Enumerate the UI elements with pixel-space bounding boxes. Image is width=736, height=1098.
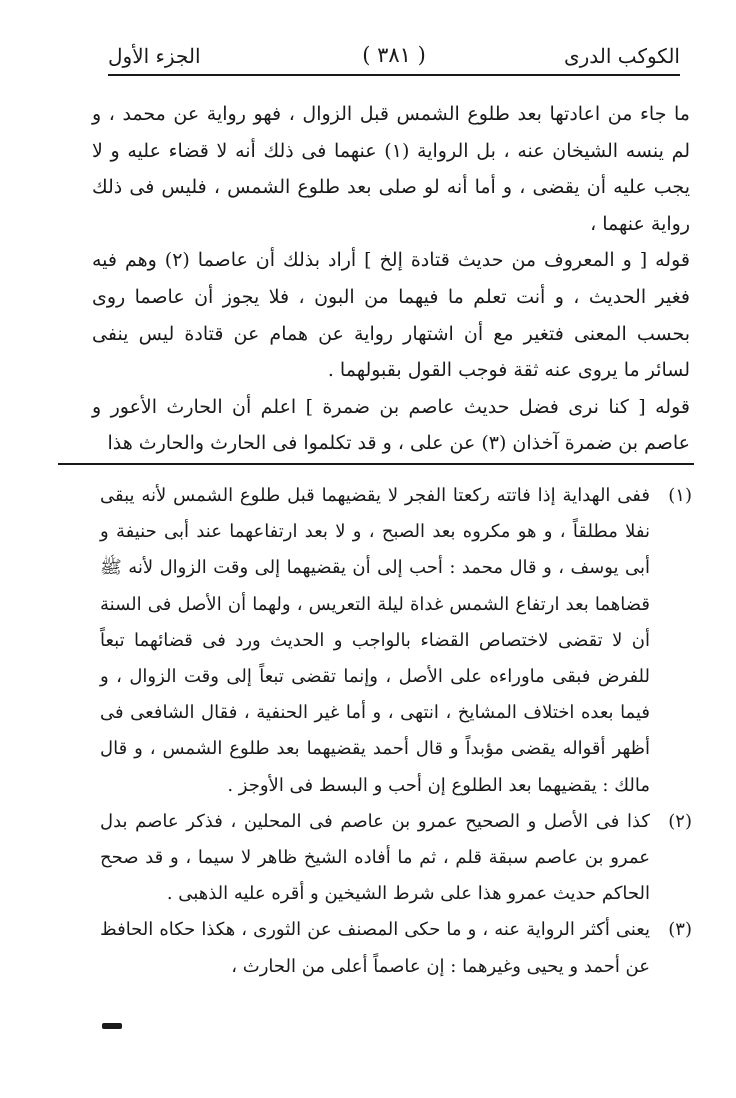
footnote-number: (٢) [668,810,692,832]
continuation-mark [102,1023,122,1029]
main-paragraph: قوله [ كنا نرى فضل حديث عاصم بن ضمرة ] اعلم أن الحارث الأعور و عاصم بن ضمرة آخذان (٣) عن على ، و قد تكلموا فى الحارث والحارث هذا [92,395,690,455]
footnote-number: (١) [668,485,692,506]
footnote-text: ففى الهداية إذا فاتته ركعتا الفجر لا يقضيهما قبل طلوع الشمس لأنه يبقى نفلا مطلقاً ، و هو مكروه بعد الصبح ، و لا بعد ارتفاعهما عند أبى حنيفة و أبى يوسف ، و قال محمد : أحب إلى أن يقضيهما إلى وقت الزوال لأنه ﷺ قضاهما بعد ارتفاع الشمس غداة ليلة التعريس ، ولهما أن الأصل فى السنة أن لا تقضى لاختصاص القضاء بالواجب و الحديث ورد فى قضائهما تبعاً للفرض فبقى ماوراءه على الأصل ، وإنما تقضى تبعاً إلى وقت الزوال ، و فيما بعده اختلاف المشايخ ، انتهى ، و أما غير الحنفية ، فقال الشافعى فى أظهر أقواله يقضى مؤبداً و قال أحمد يقضيهما بعد طلوع الشمس ، و قال مالك : يقضيهما بعد الطلوع إن أحب و البسط فى الأوجز . [100,485,650,796]
footnote-divider [58,463,694,465]
footnote-text: كذا فى الأصل و الصحيح عمرو بن عاصم فى المحلين ، فذكر عاصم بدل عمرو بن عاصم سبقة قلم ، ثم ما أفاده الشيخ ظاهر لا سيما ، و قد صحح الحاكم حديث عمرو هذا على شرط الشيخين و أقره عليه الذهبى . [100,810,650,905]
page-header [108,40,680,76]
footnotes [100,478,692,985]
footnote-text: يعنى أكثر الرواية عنه ، و ما حكى المصنف عن الثورى ، هكذا حكاه الحافظ عن أحمد و يحيى وغيرهما : إن عاصماً أعلى من الحارث ، [100,919,650,977]
main-text [92,96,690,462]
footnote [100,804,692,913]
main-paragraph: قوله [ و المعروف من حديث قتادة إلخ ] أراد بذلك أن عاصما (٢) وهم فيه فغير الحديث ، و أنت تعلم ما فيهما من البون ، فلا يجوز أن عاصما روى بحسب المعنى فتغير مع أن اشتهار رواية عن همام عن قتادة ليس ينفى لسائر ما يروى عنه ثقة فوجب القول بقبولهما . [92,249,690,382]
footnote [100,478,692,804]
main-paragraph: ما جاء من اعادتها بعد طلوع الشمس قبل الزوال ، فهو رواية عن محمد ، و لم ينسه الشيخان عنه ، بل الرواية (١) عنهما فى ذلك أنه لا قضاء عليه و لا يجب عليه أن يقضى ، و أما أنه لو صلى بعد طلوع الشمس ، فليس فى ذلك رواية عنهما ، [92,103,691,235]
page-number: ( ٣٨١ ) [362,43,426,67]
volume-label: الجزء الأول [108,44,201,68]
running-title: الكوكب الدرى [563,44,680,68]
footnote [100,912,692,984]
footnote-number: (٣) [668,919,692,941]
